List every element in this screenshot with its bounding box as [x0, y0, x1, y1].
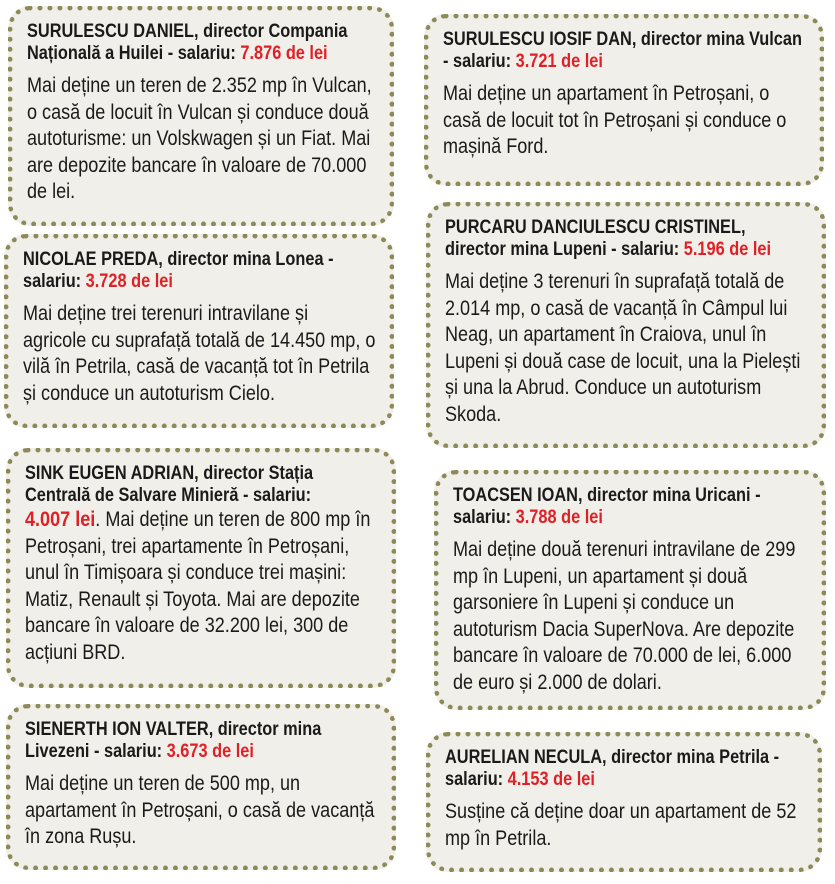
person-role: , director mina Uricani - salariu:	[453, 485, 761, 528]
card-text: Mai deține 3 terenuri în suprafață totală de 2.014 mp, o casă de vacanță în Câmpul lui Neag, un apartament în Craiova, unul în Lupeni și două case de locuit, una la Pielești și una la Abrud. Conduce un autoturism Skoda.	[445, 270, 801, 426]
card-surulescu-daniel	[8, 6, 394, 226]
card-heading	[443, 29, 806, 73]
person-name: SIENERTH ION VALTER	[25, 719, 209, 740]
person-name: NICOLAE PREDA	[23, 249, 159, 270]
person-role: , director mina Livezeni - salariu:	[25, 719, 322, 762]
card-text: Mai deține trei terenuri intravilane și agricole cu suprafață totală de 14.450 mp, o vilă în Petrila, casă de vacanță tot în Petrila și conduce un autoturism Cielo.	[23, 302, 376, 405]
salary-value: 7.876 de lei	[240, 43, 328, 64]
salary-value: 3.788 de lei	[515, 507, 603, 528]
card-text: Mai deține două terenuri intravilane de 299 mp în Lupeni, un apartament și două garsoniere în Lupeni și conduce un autoturism Dacia SuperNova. Are depozite bancare în valoare de 70.000 de lei, 6.000 de euro și 2.000 de dolari.	[453, 538, 796, 694]
card-text: Mai deține un teren de 2.352 mp în Vulcan, o casă de locuit în Vulcan și conduce două autoturisme: un Volskwagen și un Fiat. Mai are depozite bancare în valoare de 70.000 de lei.	[27, 74, 372, 203]
card-text: . Mai deține un teren de 800 mp în Petroșani, trei apartamente în Petroșani, unul în Timișoara și conduce trei mașini: Matiz, Renault și Toyota. Mai are depozite bancare în valoare de 32.200 lei, 300 de acțiuni BRD.	[25, 508, 371, 664]
person-name: SINK EUGEN ADRIAN	[25, 463, 195, 484]
card-aurelian-necula	[426, 732, 822, 872]
card-toacsen-ioan	[434, 470, 826, 710]
person-role: , director mina Lonea - salariu:	[23, 249, 334, 292]
card-text: Susține că deține doar un apartament de 52 mp în Petrila.	[445, 800, 797, 850]
person-role: , director mina Lupeni - salariu:	[445, 217, 746, 260]
card-text-wrapper	[25, 507, 378, 666]
person-name: AURELIAN NECULA	[445, 747, 603, 768]
person-name: TOACSEN IOAN	[453, 485, 578, 506]
card-text: Mai deține un teren de 500 mp, un apartament în Petroșani, o casă de vacanță în zona Rușu.	[25, 772, 375, 848]
card-heading	[445, 747, 804, 791]
card-heading	[25, 719, 378, 763]
salary-value: 3.673 de lei	[166, 741, 254, 762]
card-heading	[27, 21, 376, 65]
salary-value: 4.153 de lei	[507, 769, 595, 790]
person-role: , director Stația Centrală de Salvare Minieră - salariu:	[25, 463, 314, 506]
person-name: SURULESCU IOSIF DAN	[443, 29, 632, 50]
person-role: , director mina Vulcan - salariu:	[443, 29, 802, 72]
person-role: , director mina Petrila - salariu:	[445, 747, 780, 790]
card-nicolae-preda	[4, 234, 394, 428]
salary-value: 5.196 de lei	[683, 239, 772, 260]
card-text: Mai deține un apartament în Petroșani, o casă de locuit tot în Petroșani și conduce o mașină Ford.	[443, 82, 787, 158]
card-purcaru-danciulescu-cristinel	[426, 202, 826, 448]
salary-value: 3.728 de lei	[85, 271, 173, 292]
card-heading	[25, 463, 378, 507]
person-name: SURULESCU DANIEL	[27, 21, 195, 42]
card-surulescu-iosif-dan	[424, 14, 824, 186]
card-heading	[23, 249, 376, 293]
card-sienerth-ion-valter	[6, 704, 396, 870]
card-heading	[453, 485, 808, 529]
salary-value: 3.721 de lei	[515, 51, 603, 72]
person-name: PURCARU DANCIULESCU CRISTINEL	[445, 217, 741, 238]
card-sink-eugen-adrian	[6, 448, 396, 688]
card-heading	[445, 217, 808, 261]
person-role: , director Compania Națională a Huilei - salariu:	[27, 21, 348, 64]
salary-value: 4.007 lei	[25, 508, 96, 531]
